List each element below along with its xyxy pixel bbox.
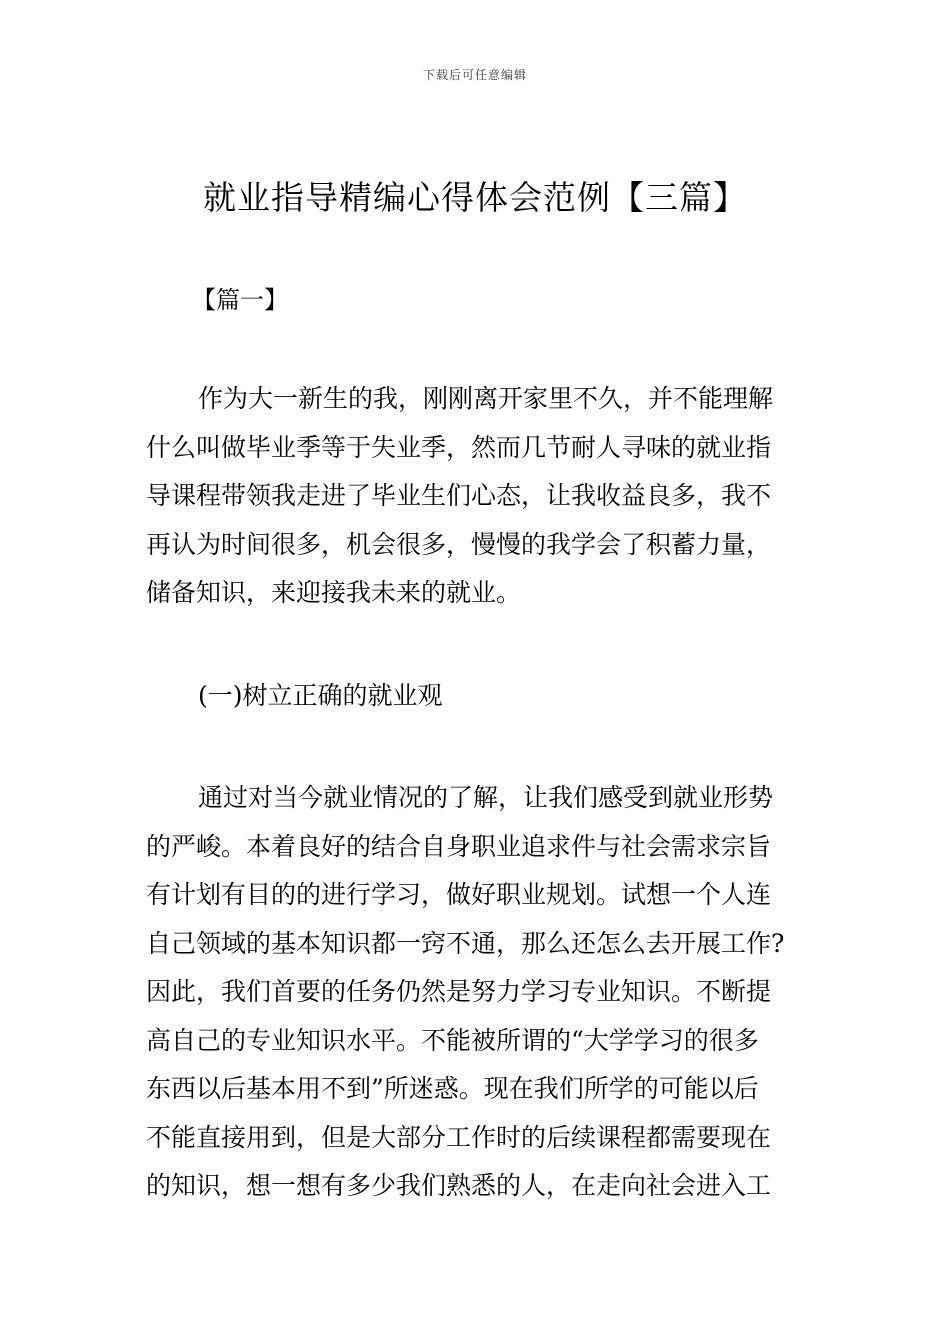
subheading: (一)树立正确的就业观 bbox=[198, 681, 443, 710]
paragraph-line: 不能直接用到，但是大部分工作时的后续课程都需要现在 bbox=[146, 1122, 772, 1152]
section-label: 【篇一】 bbox=[192, 286, 288, 314]
paragraph-line: 作为大一新生的我，刚刚离开家里不久，并不能理解 bbox=[198, 384, 774, 413]
paragraph-line: 有计划有目的的进行学习，做好职业规划。试想一个人连 bbox=[146, 880, 772, 909]
paragraph-line: 的严峻。本着良好的结合自身职业追求件与社会需求宗旨 bbox=[146, 831, 772, 861]
paragraph-1 bbox=[146, 375, 806, 618]
paragraph-line: 什么叫做毕业季等于失业季，然而几节耐人寻味的就业指 bbox=[146, 432, 772, 462]
paragraph-line: 导课程带领我走进了毕业生们心态，让我收益良多，我不 bbox=[146, 481, 772, 510]
document-title: 就业指导精编心得体会范例【三篇】 bbox=[203, 178, 747, 217]
paragraph-line: 通过对当今就业情况的了解，让我们感受到就业形势 bbox=[198, 783, 774, 812]
header-note: 下载后可任意编辑 bbox=[422, 68, 527, 82]
paragraph-line: 因此，我们首要的任务仍然是努力学习专业知识。不断提 bbox=[146, 977, 772, 1006]
paragraph-2 bbox=[146, 774, 806, 1211]
paragraph-line: 东西以后基本用不到”所迷惑。现在我们所学的可能以后 bbox=[146, 1074, 759, 1103]
paragraph-line: 的知识，想一想有多少我们熟悉的人，在走向社会进入工 bbox=[146, 1171, 772, 1200]
paragraph-line: 再认为时间很多，机会很多，慢慢的我学会了积蓄力量， bbox=[146, 529, 772, 559]
paragraph-line: 高自己的专业知识水平。不能被所谓的“大学学习的很多 bbox=[146, 1025, 759, 1055]
paragraph-line: 储备知识，来迎接我未来的就业。 bbox=[146, 578, 522, 607]
paragraph-line: 自己领域的基本知识都一窍不通，那么还怎么去开展工作? bbox=[146, 928, 785, 958]
